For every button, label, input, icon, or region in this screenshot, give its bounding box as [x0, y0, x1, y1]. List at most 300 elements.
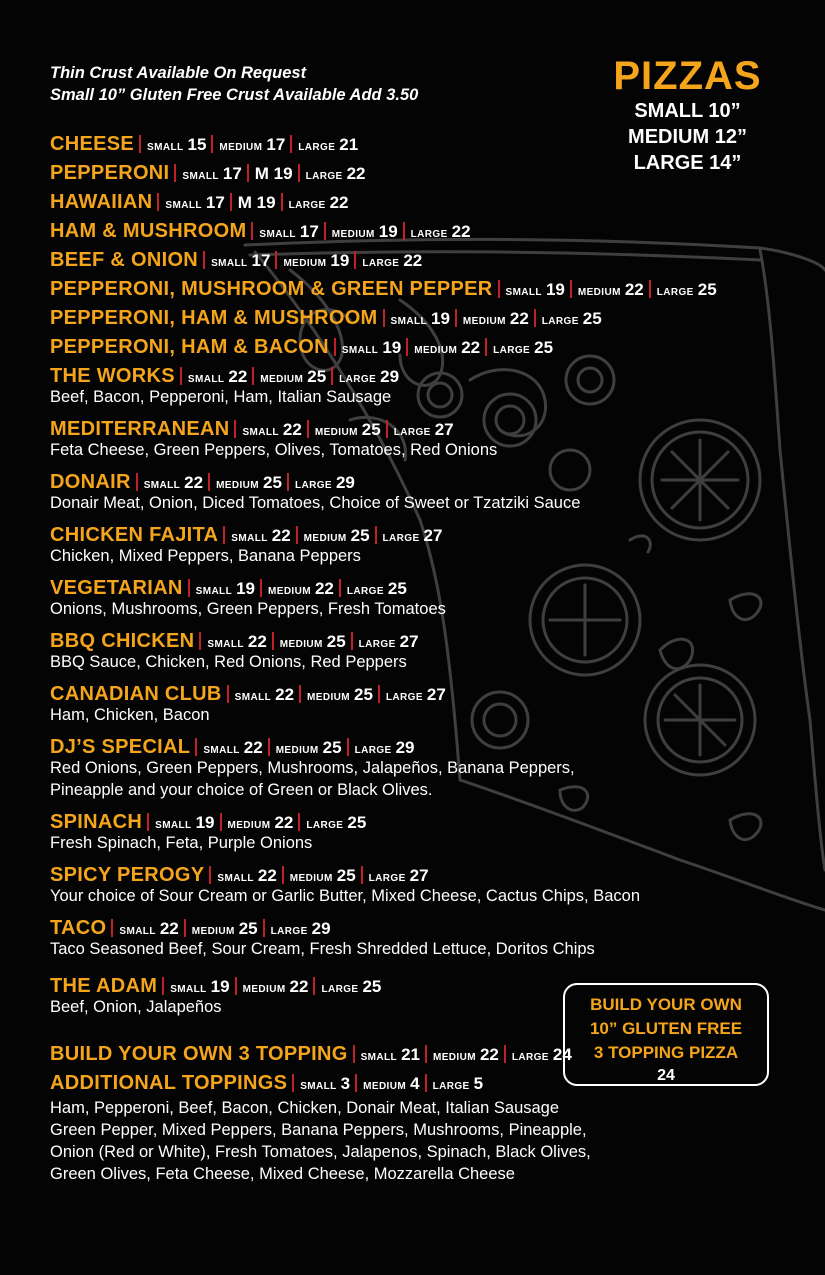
price-size-label: LARGE — [541, 316, 579, 327]
menu-item-price — [378, 309, 450, 328]
menu-item-description: Ham, Chicken, Bacon — [50, 706, 210, 724]
menu-item-row — [50, 246, 790, 275]
price-size-label: MEDIUM — [279, 639, 323, 650]
price-divider — [403, 222, 405, 240]
price-divider — [272, 632, 274, 650]
price-divider — [184, 919, 186, 937]
price-divider — [339, 579, 341, 597]
price-divider — [268, 738, 270, 756]
pizza-menu-list — [50, 130, 790, 1098]
price-divider — [355, 1074, 357, 1092]
price-size-label: MEDIUM — [314, 427, 358, 438]
price-value: 29 — [335, 473, 355, 492]
menu-item-price — [255, 579, 334, 598]
price-divider — [307, 420, 309, 438]
menu-item-price — [267, 632, 346, 651]
price-value: 25 — [238, 919, 258, 938]
menu-item-price — [270, 251, 349, 270]
menu-item-description: Feta Cheese, Green Peppers, Olives, Tomatoes, Red Onions — [50, 441, 498, 459]
price-value: 19 — [378, 222, 398, 241]
gluten-box-price: 24 — [657, 1067, 675, 1084]
menu-item-description: Chicken, Mixed Peppers, Banana Peppers — [50, 547, 361, 565]
price-size-label: SMALL — [155, 820, 192, 831]
price-value: 22 — [624, 280, 644, 299]
price-value: 22 — [509, 309, 529, 328]
menu-item-name: PEPPERONI — [50, 162, 170, 184]
price-divider — [147, 813, 149, 831]
menu-item-description: Your choice of Sour Cream or Garlic Butter, Mixed Cheese, Cactus Chips, Bacon — [50, 887, 640, 905]
price-value: M 19 — [237, 193, 276, 212]
crust-notes — [50, 62, 418, 106]
price-size-label: MEDIUM — [303, 533, 347, 544]
menu-item — [50, 415, 790, 468]
menu-item — [50, 304, 790, 333]
menu-item-price — [644, 280, 717, 299]
price-divider — [157, 193, 159, 211]
price-size-label: LARGE — [493, 345, 531, 356]
menu-item-price — [190, 738, 262, 757]
price-size-label: LARGE — [656, 287, 694, 298]
menu-item-price — [215, 813, 294, 832]
menu-item-name: HAM & MUSHROOM — [50, 220, 247, 242]
gluten-box-line: 3 TOPPING PIZZA — [593, 1043, 739, 1062]
menu-item-row — [50, 217, 790, 246]
toppings-line: Green Olives, Feta Cheese, Mixed Cheese, Mozzarella Cheese — [50, 1165, 515, 1183]
menu-item-price — [206, 135, 285, 154]
price-size-label: MEDIUM — [414, 345, 458, 356]
price-size-label: SMALL — [360, 1052, 398, 1063]
menu-item-price — [282, 473, 355, 492]
price-divider — [347, 738, 349, 756]
menu-item-price — [198, 251, 270, 270]
menu-item-price — [293, 164, 366, 183]
price-divider — [406, 338, 408, 356]
price-size-label: LARGE — [362, 258, 400, 269]
menu-item — [50, 217, 790, 246]
menu-item-row — [50, 188, 790, 217]
menu-item-name: BEEF & ONION — [50, 249, 199, 271]
price-value: 29 — [380, 367, 400, 386]
toppings-line: Green Pepper, Mixed Peppers, Banana Peppers, Mushrooms, Pineapple, — [50, 1121, 587, 1139]
price-value: 19 — [236, 579, 256, 598]
menu-item-price — [222, 685, 294, 704]
menu-item — [50, 246, 790, 275]
price-divider — [299, 685, 301, 703]
price-size-label: LARGE — [339, 374, 377, 385]
menu-item — [50, 733, 790, 808]
price-size-label: MEDIUM — [275, 745, 319, 756]
menu-item-price — [194, 632, 266, 651]
page-title: PIZZAS — [613, 54, 762, 98]
menu-item-price — [529, 309, 602, 328]
price-value: 19 — [545, 280, 565, 299]
price-value: 22 — [329, 193, 349, 212]
price-value: 19 — [210, 977, 230, 996]
price-divider — [263, 919, 265, 937]
price-size-label: LARGE — [410, 229, 448, 240]
price-size-label: LARGE — [305, 171, 343, 182]
price-size-label: SMALL — [143, 480, 181, 491]
price-divider — [247, 164, 249, 182]
price-divider — [235, 977, 237, 995]
price-size-label: MEDIUM — [283, 258, 327, 269]
menu-item — [50, 914, 790, 967]
menu-item — [50, 627, 790, 680]
menu-item-name: DJ’S SPECIAL — [50, 736, 191, 758]
menu-item-price — [277, 866, 356, 885]
price-divider — [375, 526, 377, 544]
toppings-line: Ham, Pepperoni, Beef, Bacon, Chicken, Donair Meat, Italian Sausage — [50, 1099, 560, 1117]
menu-item-description: Fresh Spinach, Feta, Purple Onions — [50, 834, 313, 852]
price-size-label: MEDIUM — [260, 374, 304, 385]
menu-item-name: VEGETARIAN — [50, 577, 183, 599]
price-value: 22 — [159, 919, 179, 938]
price-value: 22 — [451, 222, 471, 241]
menu-item-price — [169, 164, 241, 183]
price-size-label: LARGE — [288, 200, 326, 211]
menu-item-description: BBQ Sauce, Chicken, Red Onions, Red Peppers — [50, 653, 407, 671]
price-divider — [139, 135, 141, 153]
menu-item-name: PEPPERONI, HAM & BACON — [50, 336, 329, 358]
price-divider — [334, 338, 336, 356]
price-value: 3 — [340, 1074, 351, 1093]
price-size-label: MEDIUM — [227, 820, 271, 831]
menu-item-price — [183, 579, 255, 598]
price-divider — [383, 309, 385, 327]
menu-item-name: MEDITERRANEAN — [50, 418, 230, 440]
price-divider — [378, 685, 380, 703]
price-value: 17 — [205, 193, 225, 212]
menu-item-price — [258, 919, 331, 938]
price-divider — [485, 338, 487, 356]
menu-item-description: Beef, Bacon, Pepperoni, Ham, Italian Sausage — [50, 388, 392, 406]
menu-item — [50, 808, 790, 861]
price-value: 21 — [339, 135, 359, 154]
price-size-label: LARGE — [354, 745, 392, 756]
menu-item-price — [401, 338, 480, 357]
menu-item-name: THE WORKS — [50, 365, 175, 387]
price-size-label: SMALL — [187, 374, 225, 385]
menu-item-price — [225, 193, 276, 212]
price-divider — [313, 977, 315, 995]
menu-item-row — [50, 333, 790, 362]
menu-item-price — [218, 526, 290, 545]
size-medium: MEDIUM 12” — [628, 126, 747, 148]
toppings-line: Onion (Red or White), Fresh Tomatoes, Jalapenos, Spinach, Black Olives, — [50, 1143, 591, 1161]
price-divider — [220, 813, 222, 831]
menu-item-price — [349, 251, 422, 270]
price-value: 17 — [299, 222, 319, 241]
menu-item-price — [346, 632, 419, 651]
price-size-label: LARGE — [306, 820, 344, 831]
price-size-label: LARGE — [321, 984, 359, 995]
price-value: 27 — [399, 632, 419, 651]
price-value: 22 — [184, 473, 204, 492]
menu-item-price — [263, 738, 342, 757]
menu-item-price — [319, 222, 398, 241]
price-size-label: SMALL — [165, 200, 202, 211]
price-divider — [290, 135, 292, 153]
menu-item-price — [242, 164, 293, 183]
price-value: 25 — [697, 280, 717, 299]
price-size-label: SMALL — [211, 258, 248, 269]
price-value: 15 — [187, 135, 207, 154]
price-divider — [649, 280, 651, 298]
menu-item-price — [229, 420, 301, 439]
menu-item-row — [50, 304, 790, 333]
price-divider — [324, 222, 326, 240]
menu-item-price — [179, 919, 258, 938]
price-value: 27 — [426, 685, 446, 704]
menu-item-price — [308, 977, 381, 996]
price-value: 29 — [395, 738, 415, 757]
menu-item-price — [326, 367, 399, 386]
menu-item-name: SPICY PEROGY — [50, 864, 205, 886]
price-value: 19 — [430, 309, 450, 328]
menu-item-name: TACO — [50, 917, 107, 939]
price-size-label: MEDIUM — [219, 142, 263, 153]
menu-item-price — [348, 1045, 420, 1064]
menu-item-name: DONAIR — [50, 471, 131, 493]
menu-item-price — [493, 280, 565, 299]
price-value: 19 — [382, 338, 402, 357]
gluten-box-line: 10” GLUTEN FREE — [589, 1019, 743, 1038]
price-size-label: LARGE — [393, 427, 431, 438]
menu-item-price — [370, 526, 443, 545]
price-value: 22 — [346, 164, 366, 183]
price-size-label: MEDIUM — [242, 984, 286, 995]
price-size-label: SMALL — [195, 586, 233, 597]
menu-item-description: Donair Meat, Onion, Diced Tomatoes, Choice of Sweet or Tzatziki Sauce — [50, 494, 581, 512]
price-divider — [199, 632, 201, 650]
price-value: 21 — [401, 1045, 420, 1064]
menu-item-price — [106, 919, 178, 938]
price-value: 25 — [336, 866, 356, 885]
price-divider — [281, 193, 283, 211]
menu-item-name: THE ADAM — [50, 975, 158, 997]
price-divider — [351, 632, 353, 650]
price-divider — [111, 919, 113, 937]
menu-item-row — [50, 159, 790, 188]
price-divider — [275, 251, 277, 269]
price-value: 17 — [266, 135, 286, 154]
menu-item-price — [450, 309, 529, 328]
price-size-label: MEDIUM — [462, 316, 506, 327]
price-size-label: LARGE — [298, 142, 336, 153]
price-size-label: LARGE — [294, 480, 332, 491]
menu-item-price — [350, 1074, 419, 1093]
price-size-label: SMALL — [119, 926, 156, 937]
menu-item — [50, 468, 790, 521]
price-divider — [209, 866, 211, 884]
price-size-label: LARGE — [511, 1052, 549, 1063]
price-size-label: LARGE — [368, 873, 406, 884]
price-value: 22 — [271, 526, 291, 545]
menu-item-name: SPINACH — [50, 811, 143, 833]
price-divider — [331, 367, 333, 385]
price-divider — [386, 420, 388, 438]
menu-item-name: BUILD YOUR OWN 3 TOPPING — [50, 1043, 348, 1065]
menu-item — [50, 680, 790, 733]
menu-item-price — [204, 866, 276, 885]
price-value: 19 — [330, 251, 350, 270]
price-size-label: MEDIUM — [216, 480, 260, 491]
price-size-label: SMALL — [390, 316, 427, 327]
menu-item-price — [247, 367, 326, 386]
price-value: 22 — [257, 866, 277, 885]
menu-item-description: Pineapple and your choice of Green or Black Olives. — [50, 781, 433, 799]
menu-item — [50, 362, 790, 415]
price-value: 22 — [403, 251, 423, 270]
price-size-label: SMALL — [242, 427, 279, 438]
price-size-label: SMALL — [505, 287, 542, 298]
price-size-label: MEDIUM — [307, 692, 350, 703]
price-divider — [534, 309, 536, 327]
price-value: 25 — [263, 473, 282, 492]
price-divider — [136, 473, 138, 491]
menu-item-price — [373, 685, 446, 704]
price-divider — [208, 473, 210, 491]
price-divider — [252, 367, 254, 385]
menu-item-name: CHICKEN FAJITA — [50, 524, 219, 546]
price-value: 22 — [479, 1045, 499, 1064]
price-size-label: MEDIUM — [363, 1081, 407, 1092]
price-divider — [425, 1074, 427, 1092]
menu-item — [50, 188, 790, 217]
price-value: 25 — [347, 813, 367, 832]
menu-item-price — [420, 1074, 483, 1093]
price-value: 25 — [350, 526, 370, 545]
gluten-box-line: BUILD YOUR OWN — [590, 995, 742, 1014]
menu-item-name: ADDITIONAL TOPPINGS — [50, 1072, 288, 1094]
menu-item-price — [334, 579, 407, 598]
gluten-free-note: Small 10” Gluten Free Crust Available Add 3.50 — [50, 86, 419, 104]
price-size-label: MEDIUM — [577, 287, 621, 298]
price-divider — [353, 1045, 355, 1063]
menu-item-price — [480, 338, 553, 357]
price-size-label: MEDIUM — [268, 586, 311, 597]
menu-item-price — [565, 280, 644, 299]
menu-item-price — [356, 866, 429, 885]
menu-item-price — [342, 738, 415, 757]
price-value: 25 — [534, 338, 554, 357]
price-size-label: LARGE — [270, 926, 308, 937]
menu-item-description: Taco Seasoned Beef, Sour Cream, Fresh Shredded Lettuce, Doritos Chips — [50, 940, 595, 958]
menu-item-name: PEPPERONI, HAM & MUSHROOM — [50, 307, 378, 329]
menu-item-price — [246, 222, 318, 241]
menu-item-description: Red Onions, Green Peppers, Mushrooms, Jalapeños, Banana Peppers, — [50, 759, 575, 777]
price-size-label: SMALL — [231, 533, 268, 544]
menu-item-price — [230, 977, 309, 996]
price-divider — [234, 420, 236, 438]
price-divider — [188, 579, 190, 597]
price-value: 25 — [354, 685, 373, 704]
price-divider — [498, 280, 500, 298]
menu-item — [50, 333, 790, 362]
menu-item-price — [134, 135, 206, 154]
menu-item-price — [499, 1045, 572, 1064]
price-divider — [298, 164, 300, 182]
price-size-label: LARGE — [432, 1081, 470, 1092]
price-divider — [282, 866, 284, 884]
price-divider — [227, 685, 229, 703]
size-large: LARGE 14” — [633, 152, 742, 174]
price-size-label: MEDIUM — [289, 873, 333, 884]
menu-item-price — [142, 813, 214, 832]
menu-item-price — [203, 473, 282, 492]
price-value: 22 — [243, 738, 263, 757]
price-divider — [354, 251, 356, 269]
price-value: 25 — [326, 632, 346, 651]
price-value: 22 — [461, 338, 481, 357]
price-size-label: SMALL — [203, 745, 240, 756]
price-divider — [195, 738, 197, 756]
price-divider — [287, 473, 289, 491]
price-value: 5 — [473, 1074, 484, 1093]
price-size-label: SMALL — [170, 984, 207, 995]
price-size-label: MEDIUM — [191, 926, 235, 937]
price-divider — [455, 309, 457, 327]
price-value: M 19 — [254, 164, 293, 183]
price-value: 25 — [307, 367, 327, 386]
price-size-label: LARGE — [346, 586, 384, 597]
menu-item-price — [157, 977, 229, 996]
menu-item-price — [175, 367, 247, 386]
menu-item-name: CANADIAN CLUB — [50, 683, 222, 705]
price-divider — [425, 1045, 427, 1063]
price-size-label: LARGE — [358, 639, 396, 650]
price-value: 22 — [314, 579, 334, 598]
price-value: 27 — [423, 526, 443, 545]
price-value: 25 — [322, 738, 342, 757]
price-value: 19 — [195, 813, 215, 832]
menu-item-price — [131, 473, 203, 492]
menu-item-row — [50, 130, 790, 159]
menu-item — [50, 574, 790, 627]
price-value: 22 — [247, 632, 267, 651]
menu-item-row — [50, 275, 790, 304]
price-value: 25 — [387, 579, 407, 598]
menu-item-name: BBQ CHICKEN — [50, 630, 195, 652]
price-value: 22 — [275, 685, 295, 704]
price-size-label: MEDIUM — [432, 1052, 476, 1063]
price-value: 22 — [274, 813, 294, 832]
menu-item — [50, 275, 790, 304]
price-value: 22 — [228, 367, 248, 386]
price-value: 27 — [434, 420, 454, 439]
menu-item-description: Onions, Mushrooms, Green Peppers, Fresh Tomatoes — [50, 600, 446, 618]
price-divider — [260, 579, 262, 597]
price-value: 17 — [222, 164, 242, 183]
price-divider — [292, 1074, 294, 1092]
size-small: SMALL 10” — [634, 100, 741, 122]
price-value: 29 — [311, 919, 331, 938]
price-value: 24 — [552, 1045, 572, 1064]
menu-item-name: PEPPERONI, MUSHROOM & GREEN PEPPER — [50, 278, 493, 300]
menu-item-price — [287, 1074, 350, 1093]
menu-item-price — [302, 420, 381, 439]
menu-item — [50, 130, 790, 159]
menu-item-price — [291, 526, 370, 545]
menu-item — [50, 521, 790, 574]
thin-crust-note: Thin Crust Available On Request — [50, 64, 307, 82]
price-size-label: SMALL — [147, 142, 184, 153]
menu-item-price — [276, 193, 349, 212]
price-value: 22 — [282, 420, 302, 439]
price-size-label: SMALL — [217, 873, 254, 884]
price-divider — [570, 280, 572, 298]
price-divider — [296, 526, 298, 544]
